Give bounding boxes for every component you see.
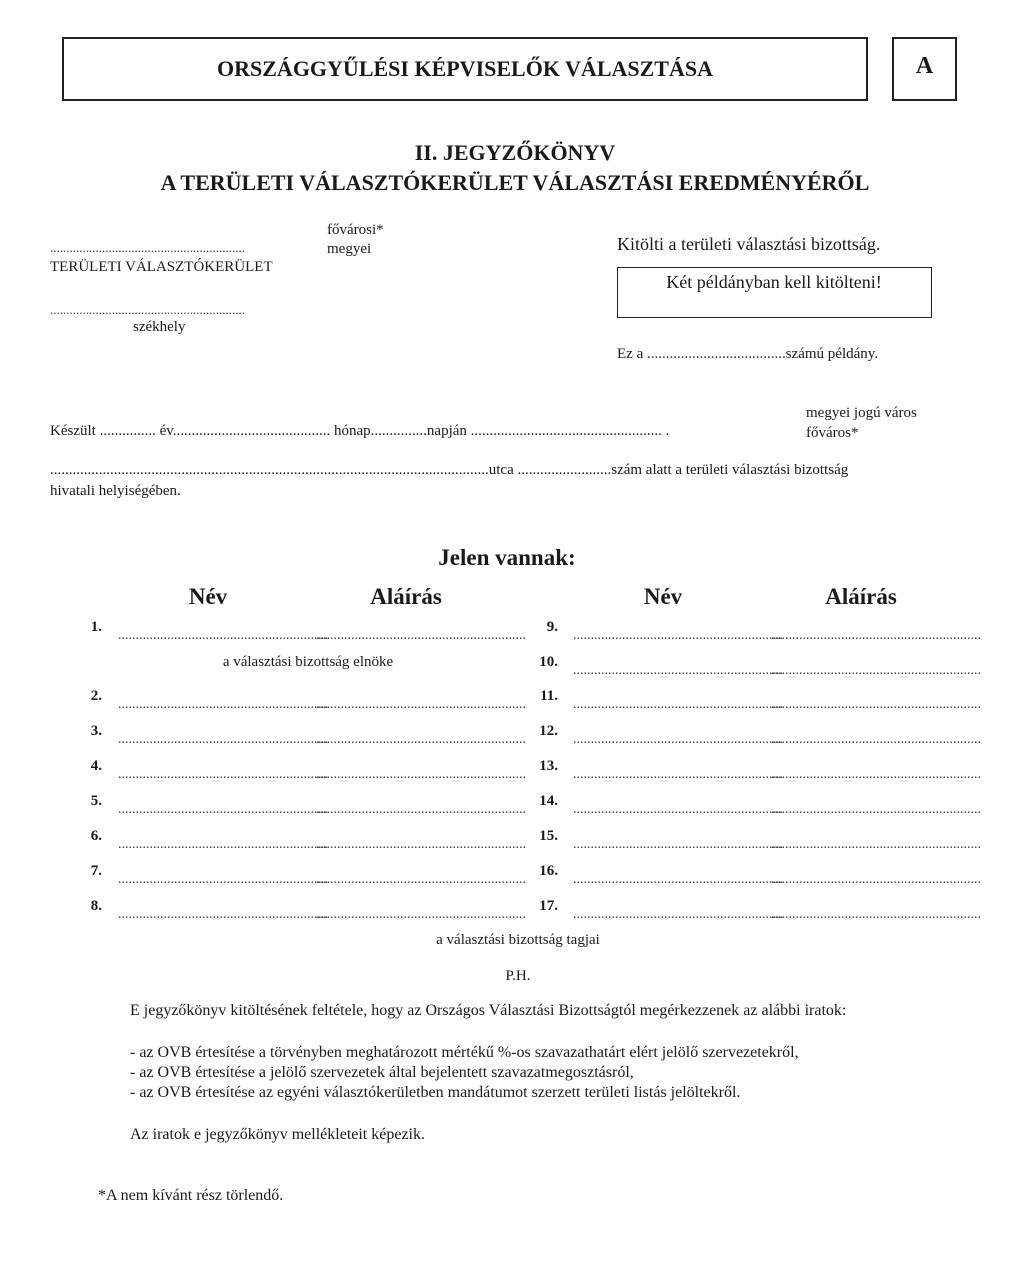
copy-number-field[interactable]: ..................................... (646, 346, 786, 362)
notice-text: Két példányban kell kitölteni! (666, 272, 882, 292)
row-number-right: 15. (539, 828, 558, 844)
heading-line-1: II. JEGYZŐKÖNYV (414, 140, 616, 165)
row-number-right: 11. (540, 688, 558, 704)
signature-field-left[interactable]: ............................................................ (316, 732, 526, 747)
signature-field-left[interactable]: ............................................................ (316, 872, 526, 887)
condition-item-3: - az OVB értesítése az egyéni választókerületben mandátumot szerzett területi listás jelöltekről. (130, 1084, 741, 1101)
page-title: ORSZÁGGYŰLÉSI KÉPVISELŐK VÁLASZTÁSA (217, 56, 713, 81)
address-line-2: hivatali helyiségében. (50, 483, 181, 499)
attendance-title: Jelen vannak: (438, 545, 576, 570)
option-megyei-jogu-varos: megyei jogú város (806, 405, 917, 421)
name-field-right[interactable]: ............................................................ (573, 767, 783, 782)
name-field-right[interactable]: ............................................................ (573, 802, 783, 817)
date-line[interactable]: Készült ............... év.......................................... hónap...............napján ................................................... . (50, 423, 670, 439)
address-line[interactable]: .....................................................................................................................utca .........................szám alatt a területi választási bizottság (50, 462, 849, 478)
copy-suffix: számú példány. (785, 346, 879, 362)
footnote: *A nem kívánt rész törlendő. (98, 1187, 284, 1204)
row-number-right: 17. (539, 898, 558, 914)
district-label: TERÜLETI VÁLASZTÓKERÜLET (50, 259, 273, 275)
option-fovaros: főváros* (806, 425, 859, 441)
name-field-right[interactable]: ............................................................ (573, 872, 783, 887)
name-field-left[interactable]: ............................................................ (118, 837, 328, 852)
row-number-left: 4. (90, 758, 102, 774)
row-number-right: 9. (546, 619, 558, 635)
copy-number-line (617, 346, 878, 363)
signature-field-left[interactable]: ............................................................ (316, 837, 526, 852)
row-number-right: 16. (539, 863, 558, 879)
col-name-right: Név (643, 584, 683, 609)
name-field-left[interactable]: ............................................................ (118, 767, 328, 782)
row-number-left: 8. (90, 898, 102, 914)
notice-box (617, 267, 932, 318)
name-field-left[interactable]: ............................................................ (118, 628, 328, 643)
attachments-note: Az iratok e jegyzőkönyv mellékleteit képezik. (130, 1126, 425, 1143)
signature-field-right[interactable]: ............................................................ (771, 767, 981, 782)
col-name-left: Név (188, 584, 228, 609)
title-box (62, 37, 868, 101)
name-field-left[interactable]: ............................................................ (118, 872, 328, 887)
signature-field-right[interactable]: ............................................................ (771, 872, 981, 887)
signature-field-right[interactable]: ............................................................ (771, 628, 981, 643)
row-number-right: 13. (539, 758, 558, 774)
name-field-right[interactable]: ............................................................ (573, 628, 783, 643)
district-name-field[interactable]: ............................................................ (50, 240, 245, 255)
option-fovarosi: fővárosi* (327, 222, 384, 238)
fill-info-text: Kitölti a területi választási bizottság. (617, 234, 881, 254)
signature-field-right[interactable]: ............................................................ (771, 663, 981, 678)
name-field-left[interactable]: ............................................................ (118, 907, 328, 922)
name-field-right[interactable]: ............................................................ (573, 663, 783, 678)
stamp-label: P.H. (505, 968, 531, 984)
seat-field[interactable]: ............................................................ (50, 302, 245, 317)
signature-field-left[interactable]: ............................................................ (316, 767, 526, 782)
row-number-right: 10. (539, 654, 558, 670)
conditions-intro: E jegyzőkönyv kitöltésének feltétele, hogy az Országos Választási Bizottságtól megérkezzenek az alábbi iratok: (130, 1002, 847, 1019)
name-field-right[interactable]: ............................................................ (573, 697, 783, 712)
form-letter: A (915, 53, 934, 79)
signature-field-left[interactable]: ............................................................ (316, 628, 526, 643)
col-sign-right: Aláírás (825, 584, 897, 609)
seat-label: székhely (133, 319, 186, 335)
name-field-left[interactable]: ............................................................ (118, 802, 328, 817)
col-sign-left: Aláírás (370, 584, 442, 609)
signature-field-left[interactable]: ............................................................ (316, 802, 526, 817)
condition-item-1: - az OVB értesítése a törvényben meghatározott mértékű %-os szavazathatárt elért jelölő szervezetekről, (130, 1044, 799, 1061)
row-number-left: 5. (90, 793, 102, 809)
signature-field-right[interactable]: ............................................................ (771, 837, 981, 852)
row-number-left: 3. (90, 723, 102, 739)
row-number-left: 1. (90, 619, 102, 635)
name-field-left[interactable]: ............................................................ (118, 697, 328, 712)
row-number-right: 14. (539, 793, 558, 809)
signature-field-left[interactable]: ............................................................ (316, 907, 526, 922)
name-field-right[interactable]: ............................................................ (573, 732, 783, 747)
name-field-left[interactable]: ............................................................ (118, 732, 328, 747)
chair-label: a választási bizottság elnöke (222, 654, 394, 670)
row-number-left: 7. (90, 863, 102, 879)
row-number-right: 12. (539, 723, 558, 739)
name-field-right[interactable]: ............................................................ (573, 907, 783, 922)
signature-field-left[interactable]: ............................................................ (316, 697, 526, 712)
condition-item-2: - az OVB értesítése a jelölő szervezetek által bejelentett szavazatmegosztásról, (130, 1064, 634, 1081)
row-number-left: 2. (90, 688, 102, 704)
signature-field-right[interactable]: ............................................................ (771, 697, 981, 712)
name-field-right[interactable]: ............................................................ (573, 837, 783, 852)
signature-field-right[interactable]: ............................................................ (771, 907, 981, 922)
row-number-left: 6. (90, 828, 102, 844)
members-label: a választási bizottság tagjai (436, 932, 600, 948)
signature-field-right[interactable]: ............................................................ (771, 802, 981, 817)
signature-field-right[interactable]: ............................................................ (771, 732, 981, 747)
copy-prefix: Ez a (617, 346, 647, 362)
form-letter-box (892, 37, 957, 101)
option-megyei: megyei (327, 241, 372, 257)
heading-line-2: A TERÜLETI VÁLASZTÓKERÜLET VÁLASZTÁSI EREDMÉNYÉRŐL (160, 170, 870, 195)
